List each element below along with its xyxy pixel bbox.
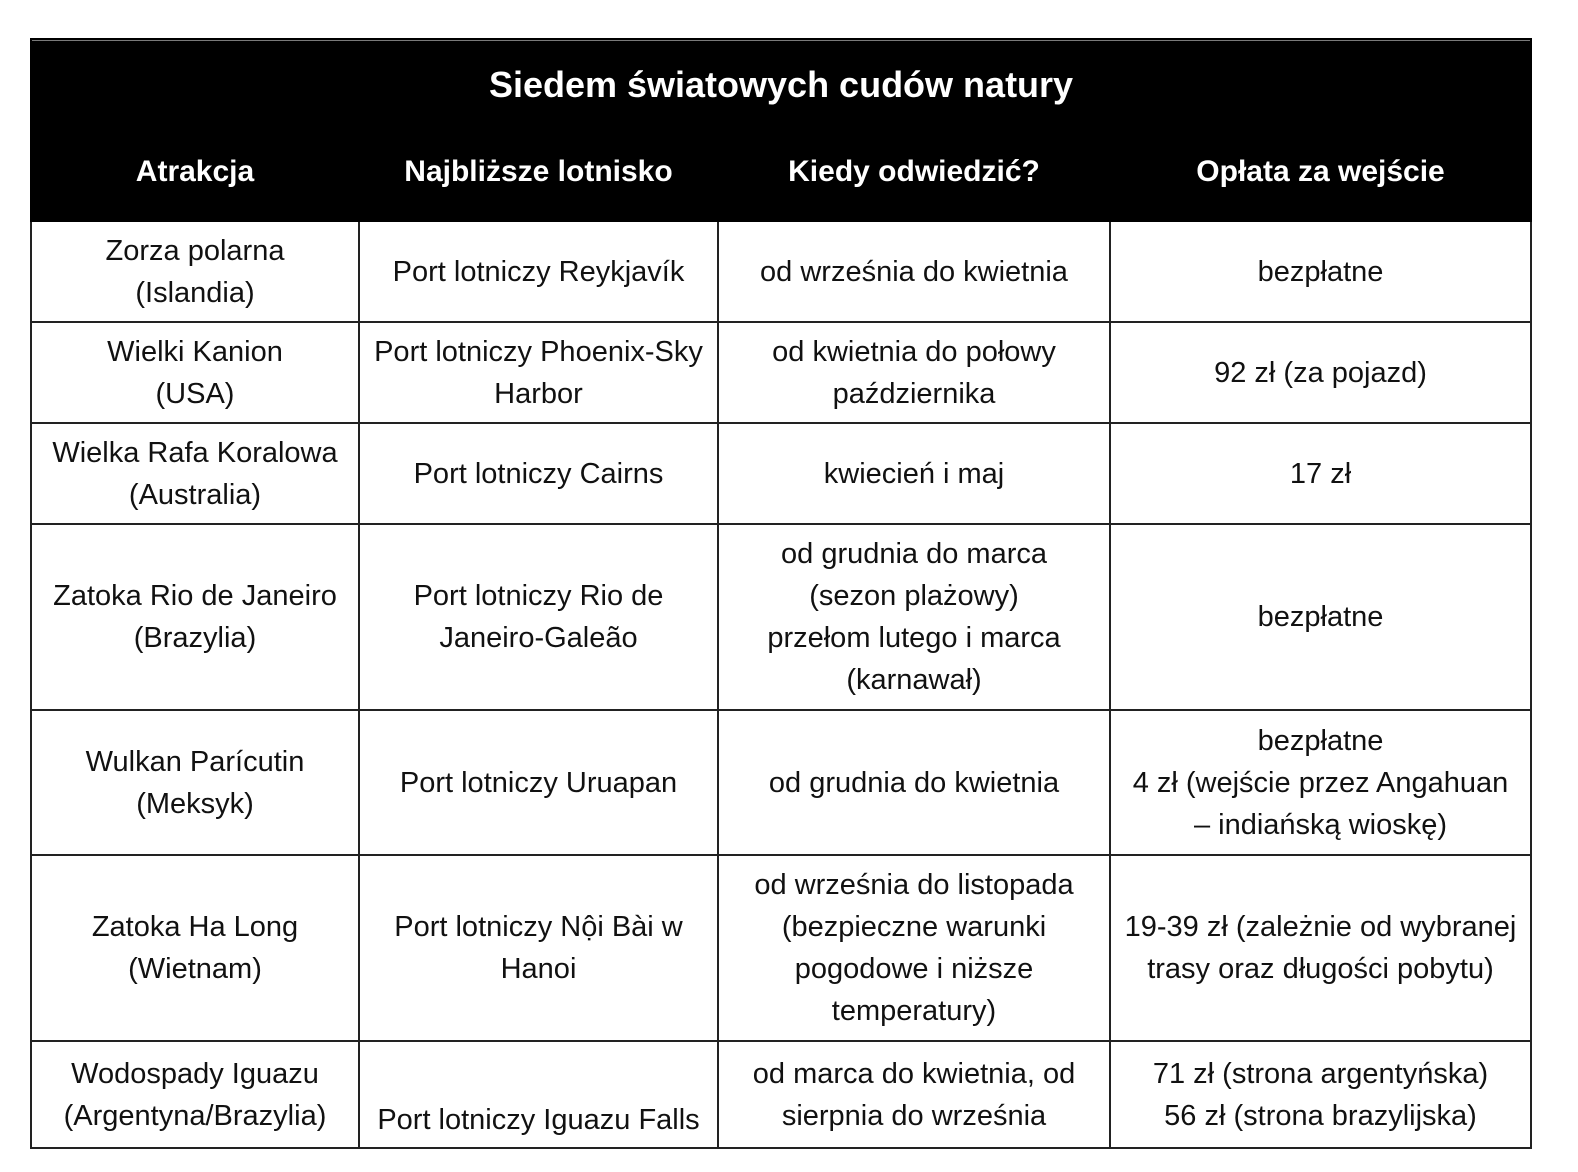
cell-line: (Wietnam) — [128, 953, 262, 985]
cell-line: Port lotniczy Rio de — [413, 580, 664, 612]
cell-line: (sezon plażowy) — [809, 580, 1019, 612]
cell-line: Wulkan Parícutin — [85, 745, 305, 778]
cell-line: od września do kwietnia — [760, 255, 1068, 288]
cell-fee — [1110, 524, 1531, 710]
cell-line: przełom lutego i marca — [767, 622, 1061, 654]
cell-fee — [1110, 221, 1531, 322]
cell-fee — [1110, 710, 1531, 855]
cell-line: Port lotniczy Cairns — [413, 457, 664, 490]
table-row — [31, 710, 1531, 855]
cell-line: Harbor — [494, 377, 583, 410]
cell-line: 71 zł (strona argentyńska) — [1152, 1057, 1489, 1090]
cell-line: Port lotniczy Nội Bài w — [394, 911, 683, 943]
cell-line: (Argentyna/Brazylia) — [63, 1099, 327, 1132]
table-container — [30, 38, 1530, 1149]
cell-airport — [359, 322, 718, 423]
cell-line: – indiańską wioskę) — [1193, 808, 1448, 841]
cell-line: bezpłatne — [1257, 255, 1384, 288]
cell-line: pogodowe i niższe — [794, 953, 1034, 985]
cell-line: Wodospady Iguazu — [71, 1057, 319, 1090]
cell-line: Zatoka Rio de Janeiro — [53, 580, 337, 612]
cell-line: Wielki Kanion — [107, 335, 283, 368]
cell-when — [718, 710, 1110, 855]
cell-when — [718, 1041, 1110, 1148]
cell-line: od grudnia do marca — [781, 538, 1047, 570]
cell-line: bezpłatne — [1257, 724, 1384, 757]
cell-line: Hanoi — [500, 953, 577, 985]
cell-line: sierpnia do września — [781, 1099, 1047, 1132]
cell-airport — [359, 855, 718, 1041]
cell-attraction — [31, 524, 359, 710]
cell-line: października — [832, 377, 996, 410]
cell-line: (Australia) — [128, 478, 262, 511]
table-row — [31, 423, 1531, 524]
table-title: Siedem światowych cudów natury — [31, 39, 1531, 130]
cell-airport — [359, 221, 718, 322]
cell-fee — [1110, 855, 1531, 1041]
cell-line: temperatury) — [831, 995, 997, 1027]
cell-line: Zorza polarna — [105, 234, 285, 267]
cell-line: od kwietnia do połowy — [772, 335, 1056, 368]
cell-fee — [1110, 1041, 1531, 1148]
cell-line: bezpłatne — [1257, 601, 1384, 633]
cell-line: 92 zł (za pojazd) — [1214, 356, 1427, 389]
header-airport: Najbliższe lotnisko — [359, 130, 718, 221]
cell-line: od grudnia do kwietnia — [768, 766, 1060, 799]
table-row — [31, 1041, 1531, 1148]
cell-airport — [359, 524, 718, 710]
cell-when — [718, 423, 1110, 524]
cell-line: 4 zł (wejście przez Angahuan — [1132, 766, 1509, 799]
table-row — [31, 524, 1531, 710]
header-when: Kiedy odwiedzić? — [718, 130, 1110, 221]
cell-attraction — [31, 322, 359, 423]
cell-line: Port lotniczy Uruapan — [399, 766, 678, 799]
cell-line: 19-39 zł (zależnie od wybranej — [1124, 911, 1517, 943]
cell-line: (USA) — [155, 377, 235, 410]
table-row — [31, 855, 1531, 1041]
cell-attraction — [31, 710, 359, 855]
cell-when — [718, 221, 1110, 322]
cell-line: Zatoka Ha Long — [91, 911, 299, 943]
cell-attraction — [31, 855, 359, 1041]
cell-line: kwiecień i maj — [823, 457, 1005, 490]
cell-airport — [359, 710, 718, 855]
cell-attraction — [31, 423, 359, 524]
cell-line: od marca do kwietnia, od — [752, 1057, 1076, 1090]
cell-attraction — [31, 1041, 359, 1148]
cell-line: (Brazylia) — [133, 622, 257, 654]
header-attraction: Atrakcja — [31, 130, 359, 221]
cell-when — [718, 855, 1110, 1041]
cell-airport — [359, 1041, 718, 1148]
cell-line: (bezpieczne warunki — [781, 911, 1047, 943]
wonders-table — [30, 38, 1532, 1149]
cell-fee — [1110, 322, 1531, 423]
cell-line: Port lotniczy Iguazu Falls — [377, 1104, 700, 1136]
cell-line: (Meksyk) — [136, 787, 254, 820]
table-row — [31, 322, 1531, 423]
header-fee: Opłata za wejście — [1110, 130, 1531, 221]
cell-when — [718, 322, 1110, 423]
cell-line: Janeiro-Galeão — [439, 622, 638, 654]
cell-line: od września do listopada — [754, 869, 1074, 901]
cell-line: (Islandia) — [135, 276, 255, 309]
cell-fee — [1110, 423, 1531, 524]
table-row — [31, 221, 1531, 322]
cell-line: Port lotniczy Reykjavík — [392, 255, 685, 288]
cell-line: 17 zł — [1289, 457, 1352, 490]
cell-line: Wielka Rafa Koralowa — [52, 436, 338, 469]
cell-line: 56 zł (strona brazylijska) — [1164, 1099, 1477, 1132]
cell-line: Port lotniczy Phoenix-Sky — [374, 335, 703, 368]
cell-line: trasy oraz długości pobytu) — [1147, 953, 1494, 985]
cell-line: (karnawał) — [846, 664, 982, 696]
cell-when — [718, 524, 1110, 710]
cell-attraction — [31, 221, 359, 322]
cell-airport — [359, 423, 718, 524]
